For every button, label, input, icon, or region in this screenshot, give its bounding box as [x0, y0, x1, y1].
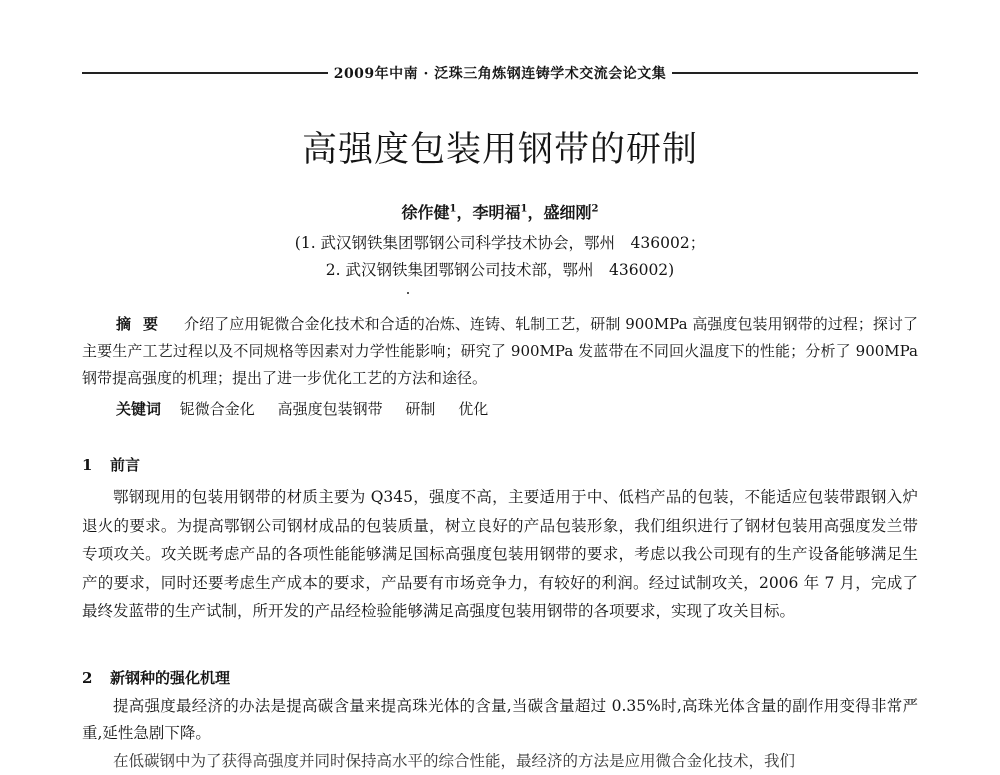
- section-title: 新钢种的强化机理: [110, 669, 231, 687]
- section-number: 1: [82, 456, 93, 474]
- author-separator: ，: [527, 203, 544, 222]
- paper-title: 高强度包装用钢带的研制: [301, 130, 698, 170]
- section-title: 前言: [110, 456, 141, 474]
- affiliation-2: 2. 武汉钢铁集团鄂钢公司技术部，鄂州 436002): [325, 261, 675, 279]
- header-text: 2009年中南 · 泛珠三角炼钢连铸学术交流会论文集: [333, 66, 667, 82]
- header-rule-left: [82, 72, 328, 74]
- keyword: 优化: [458, 400, 489, 418]
- keyword: 研制: [405, 400, 436, 418]
- running-header: [82, 60, 918, 86]
- section-heading-1: [82, 454, 140, 475]
- abstract: [82, 311, 918, 392]
- affiliation-1: (1. 武汉钢铁集团鄂钢公司科学技术协会，鄂州 436002；: [294, 234, 706, 252]
- abstract-text: 介绍了应用铌微合金化技术和合适的冶炼、连铸、轧制工艺，研制 900MPa 高强度包装用钢带的过程；探讨了主要生产工艺过程以及不同规格等因素对力学性能影响；研究了 900MPa 发蓝带在不同回火温度下的性能；分析了 900MPa 钢带提高强度的机理；提出了进一步优化工艺的方法和途径。: [82, 315, 918, 387]
- abstract-label: 摘要: [116, 315, 171, 333]
- author-affil-mark: 1: [449, 203, 457, 215]
- author-affil-mark: 1: [520, 203, 528, 215]
- author-separator: ，: [456, 203, 473, 222]
- stray-mark: [407, 292, 409, 294]
- keyword: 铌微合金化: [179, 400, 255, 418]
- author-affil-mark: 2: [591, 203, 599, 215]
- keyword: 高强度包装钢带: [277, 400, 383, 418]
- section-2-paragraph: 提高强度最经济的办法是提高碳含量来提高珠光体的含量,当碳含量超过 0.35%时,高珠光体含量的副作用变得非常严重,延性急剧下降。: [82, 697, 918, 742]
- section-heading-2: [82, 667, 230, 688]
- header-rule-right: [672, 72, 918, 74]
- section-2-paragraph-cutoff: 在低碳钢中为了获得高强度并同时保持高水平的综合性能，最经济的方法是应用微合金化技术，我们: [113, 752, 796, 770]
- keywords: [116, 396, 916, 423]
- section-number: 2: [82, 669, 93, 687]
- author-name: 盛细刚: [543, 203, 592, 222]
- author-line: [0, 200, 1000, 223]
- section-1-paragraph: 鄂钢现用的包装用钢带的材质主要为 Q345，强度不高，主要适用于中、低档产品的包装，不能适应包装带跟钢入炉退火的要求。为提高鄂钢公司钢材成品的包装质量，树立良好的产品包装形象，我们组织进行了钢材包装用高强度发兰带专项攻关。攻关既考虑产品的各项性能能够满足国标高强度包装用钢带的要求，考虑以我公司现有的生产设备能够满足生产的要求，同时还要考虑生产成本的要求，产品要有市场竞争力，有较好的利润。经过试制攻关，2006 年 7 月，完成了最终发蓝带的生产试制，所开发的产品经检验能够满足高强度包装用钢带的各项要求，实现了攻关目标。: [82, 488, 918, 620]
- author-name: 徐作健: [401, 203, 450, 222]
- author-name: 李明福: [472, 203, 521, 222]
- keywords-label: 关键词: [116, 400, 162, 418]
